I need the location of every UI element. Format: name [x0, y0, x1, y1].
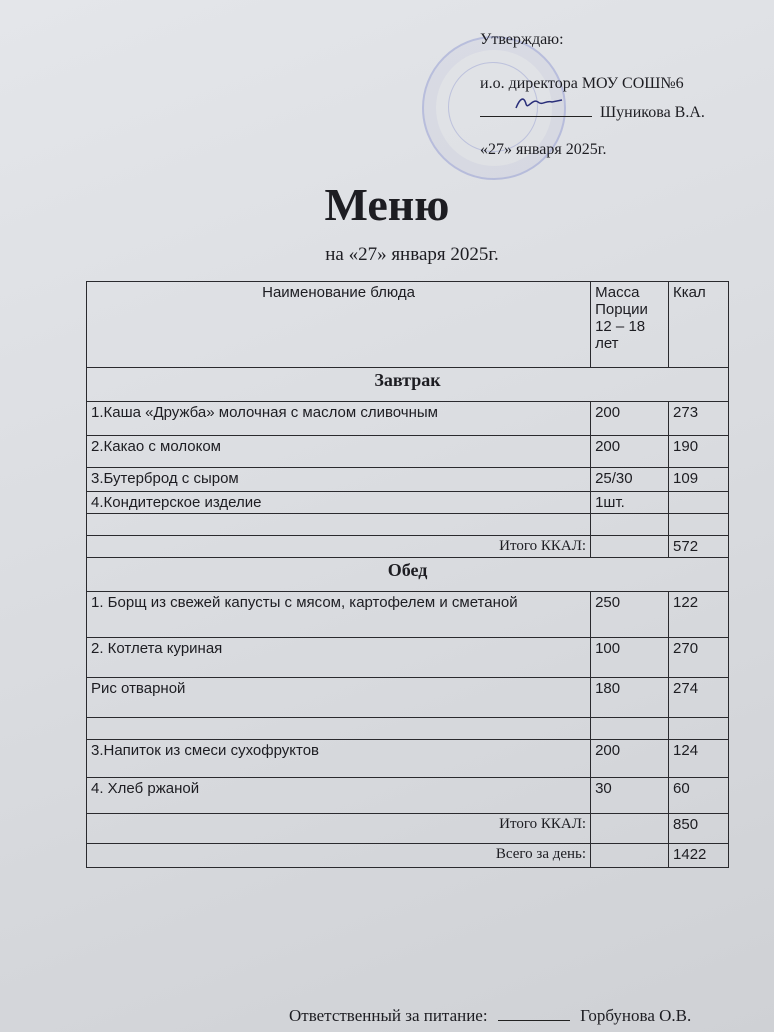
- dish-name: 4.Кондитерское изделие: [87, 492, 591, 514]
- table-header-row: [87, 282, 729, 368]
- dish-mass: 180: [591, 678, 669, 718]
- menu-table: [86, 281, 729, 868]
- approval-signature-line: [480, 102, 705, 122]
- table-row: [87, 638, 729, 678]
- approval-signer: Шуникова В.А.: [600, 104, 705, 121]
- table-row: [87, 436, 729, 468]
- dish-kcal: 274: [669, 678, 729, 718]
- dish-mass: 200: [591, 740, 669, 778]
- table-row: [87, 778, 729, 814]
- table-row: [87, 592, 729, 638]
- header-name: Наименование блюда: [87, 282, 591, 368]
- lunch-total-value: 850: [669, 814, 729, 844]
- director-signature: [480, 102, 592, 117]
- total-row: [87, 536, 729, 558]
- table-row: [87, 678, 729, 718]
- page-subtitle: на «27» января 2025г.: [325, 244, 499, 265]
- table-row: [87, 740, 729, 778]
- director-signature-scribble: [510, 92, 570, 116]
- section-row: [87, 368, 729, 402]
- section-breakfast: Завтрак: [87, 368, 729, 402]
- dish-name: 1. Борщ из свежей капусты с мясом, картофелем и сметаной: [87, 592, 591, 638]
- dish-kcal: 122: [669, 592, 729, 638]
- header-mass: Масса Порции 12 – 18 лет: [591, 282, 669, 368]
- dish-mass: 250: [591, 592, 669, 638]
- breakfast-total-value: 572: [669, 536, 729, 558]
- table-row: [87, 492, 729, 514]
- empty-row: [87, 514, 729, 536]
- approval-position: и.о. директора МОУ СОШ№6: [480, 75, 684, 92]
- dish-name: Рис отварной: [87, 678, 591, 718]
- dish-mass: 200: [591, 436, 669, 468]
- dish-kcal: 273: [669, 402, 729, 436]
- approval-heading: Утверждаю:: [480, 31, 564, 48]
- footer-responsible: [289, 1006, 691, 1026]
- dish-kcal: 124: [669, 740, 729, 778]
- day-total-row: [87, 844, 729, 868]
- lunch-total-label: Итого ККАЛ:: [87, 814, 591, 844]
- footer-label: Ответственный за питание:: [289, 1006, 488, 1025]
- approval-date: «27» января 2025г.: [480, 141, 607, 158]
- dish-name: 3.Бутерброд с сыром: [87, 468, 591, 492]
- page-title: Меню: [324, 179, 450, 230]
- section-row: [87, 558, 729, 592]
- dish-kcal: [669, 492, 729, 514]
- day-total-label: Всего за день:: [87, 844, 591, 868]
- footer-signer: Горбунова О.В.: [580, 1006, 692, 1025]
- total-row: [87, 814, 729, 844]
- empty-row: [87, 718, 729, 740]
- day-total-value: 1422: [669, 844, 729, 868]
- table-row: [87, 468, 729, 492]
- dish-name: 1.Каша «Дружба» молочная с маслом сливочным: [87, 402, 591, 436]
- dish-kcal: 270: [669, 638, 729, 678]
- dish-kcal: 60: [669, 778, 729, 814]
- dish-name: 4. Хлеб ржаной: [87, 778, 591, 814]
- header-kcal: Ккал: [669, 282, 729, 368]
- dish-mass: 1шт.: [591, 492, 669, 514]
- dish-name: 2.Какао с молоком: [87, 436, 591, 468]
- dish-name: 2. Котлета куриная: [87, 638, 591, 678]
- dish-mass: 25/30: [591, 468, 669, 492]
- dish-mass: 30: [591, 778, 669, 814]
- responsible-signature: [498, 1006, 570, 1021]
- breakfast-total-label: Итого ККАЛ:: [87, 536, 591, 558]
- dish-mass: 200: [591, 402, 669, 436]
- table-row: [87, 402, 729, 436]
- dish-mass: 100: [591, 638, 669, 678]
- dish-kcal: 109: [669, 468, 729, 492]
- section-lunch: Обед: [87, 558, 729, 592]
- dish-kcal: 190: [669, 436, 729, 468]
- dish-name: 3.Напиток из смеси сухофруктов: [87, 740, 591, 778]
